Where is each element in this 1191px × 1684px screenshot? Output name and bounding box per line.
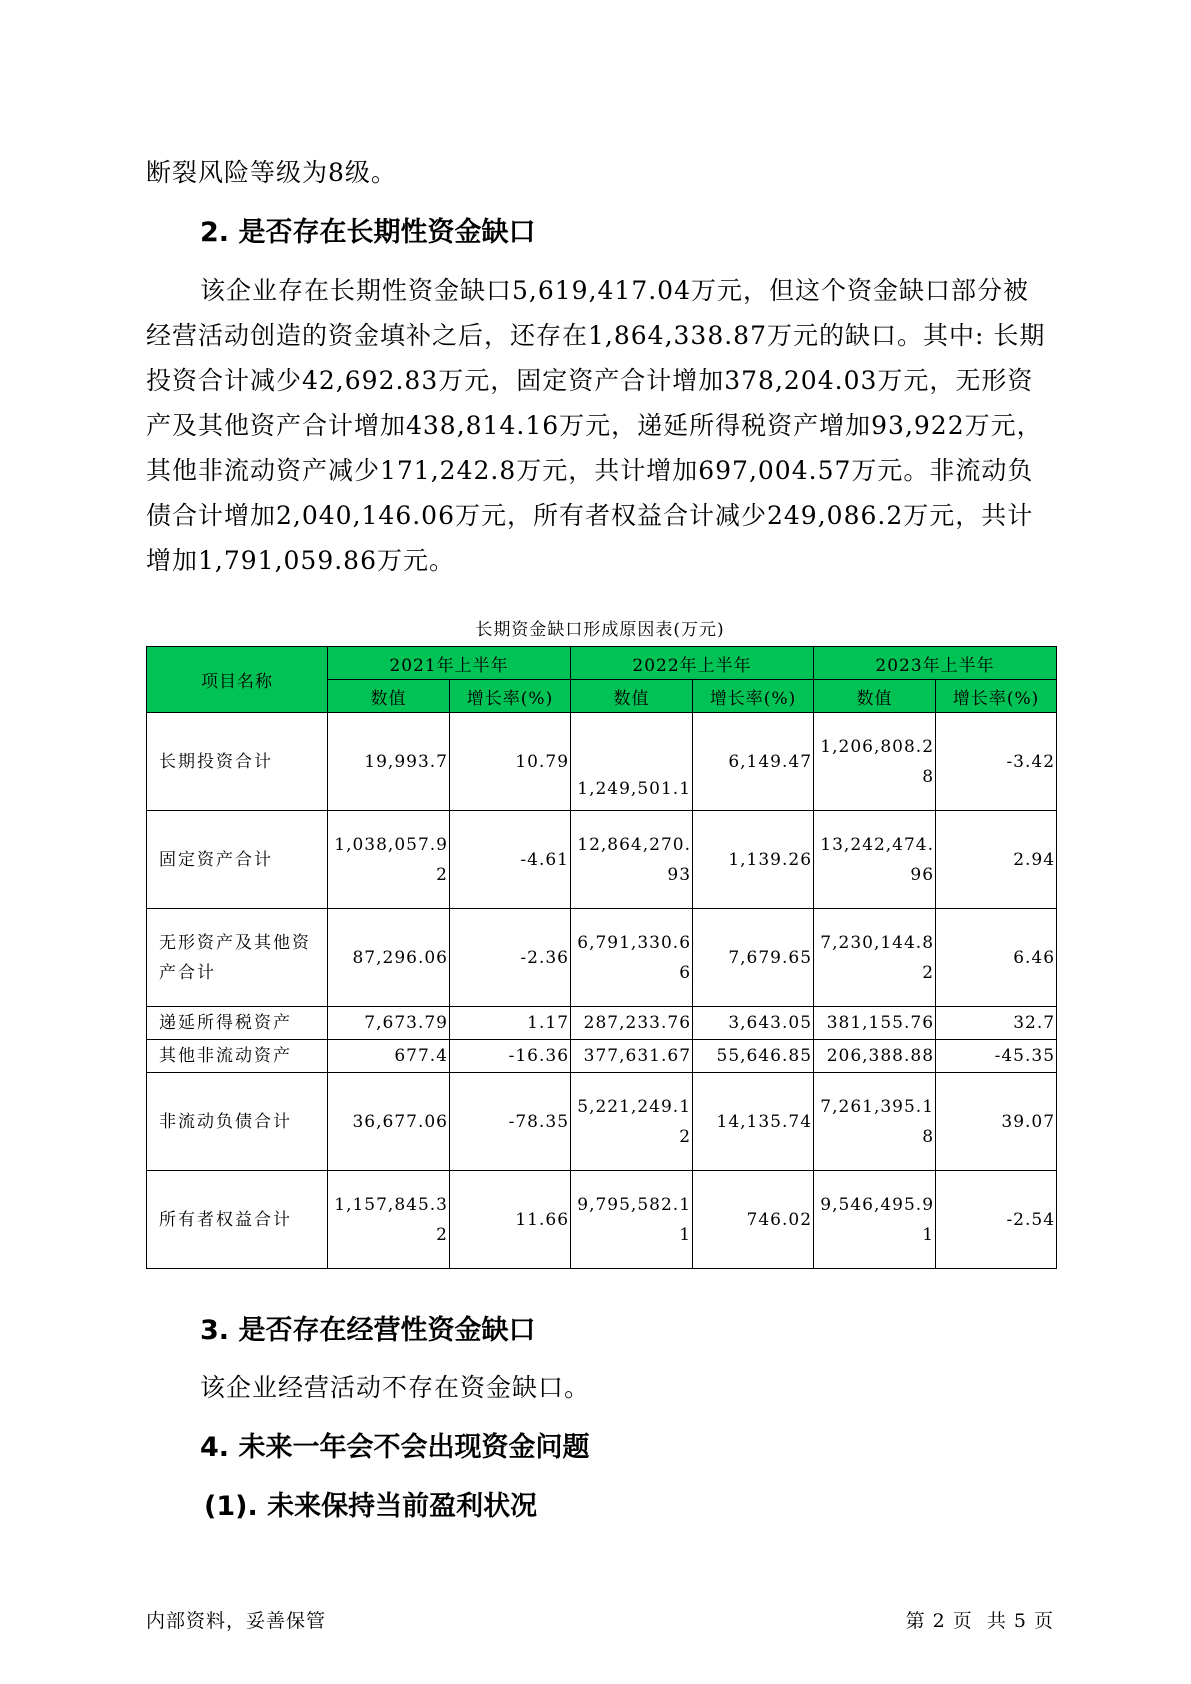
cell-growth: 3,643.05	[693, 1007, 814, 1040]
cell-value: 7,230,144.82	[814, 909, 936, 1007]
cell-value: 677.4	[328, 1040, 450, 1073]
cell-value: 1,206,808.28	[814, 713, 936, 811]
cell-value: 13,242,474.96	[814, 811, 936, 909]
cell-value: 377,631.67	[571, 1040, 693, 1073]
cell-value: 7,261,395.18	[814, 1073, 936, 1171]
table-row	[147, 1007, 1057, 1040]
cell-growth: 746.02	[693, 1171, 814, 1269]
cell-growth: 1.17	[450, 1007, 571, 1040]
section-4-title: 4. 未来一年会不会出现资金问题	[200, 1432, 590, 1463]
row-name: 非流动负债合计	[147, 1073, 328, 1171]
cell-value: 87,296.06	[328, 909, 450, 1007]
header-item-name: 项目名称	[147, 647, 328, 713]
header-growth: 增长率(%)	[693, 680, 814, 713]
cell-value: 206,388.88	[814, 1040, 936, 1073]
header-value: 数值	[571, 680, 693, 713]
cell-value: 9,546,495.91	[814, 1171, 936, 1269]
section-2-paragraph: 该企业存在长期性资金缺口5,619,417.04万元，但这个资金缺口部分被经营活动创造的资金填补之后，还存在1,864,338.87万元的缺口。其中: 长期投资合计减少42,692.83万元，固定资产合计增加378,204.03万元，无形资产及其他资产合计增加438,814.16万元，递延所得税资产增加93,922万元，其他非流动资产减少171,242.8万元，共计增加697,004.57万元。非流动负债合计增加2,040,146.06万元，所有者权益合计减少249,086.2万元，共计增加1,791,059.86万元。	[146, 276, 1046, 575]
row-name: 固定资产合计	[147, 811, 328, 909]
row-name: 其他非流动资产	[147, 1040, 328, 1073]
header-period-2022: 2022年上半年	[571, 647, 814, 680]
long-term-gap-table	[146, 646, 1057, 1269]
header-period-2021: 2021年上半年	[328, 647, 571, 680]
cell-growth: -2.54	[936, 1171, 1057, 1269]
cell-growth: -2.36	[450, 909, 571, 1007]
cell-growth: 6,149.47	[693, 713, 814, 811]
cell-value: 7,673.79	[328, 1007, 450, 1040]
cell-growth: 14,135.74	[693, 1073, 814, 1171]
header-value: 数值	[814, 680, 936, 713]
cell-value: 5,221,249.12	[571, 1073, 693, 1171]
cell-value: 1,249,501.1	[571, 713, 693, 811]
cell-value: 381,155.76	[814, 1007, 936, 1040]
cell-growth: 11.66	[450, 1171, 571, 1269]
header-growth: 增长率(%)	[450, 680, 571, 713]
table-row	[147, 1073, 1057, 1171]
cell-value: 9,795,582.11	[571, 1171, 693, 1269]
section-3-title: 3. 是否存在经营性资金缺口	[200, 1315, 536, 1346]
cell-growth: -16.36	[450, 1040, 571, 1073]
cell-value: 1,157,845.32	[328, 1171, 450, 1269]
row-name: 所有者权益合计	[147, 1171, 328, 1269]
cell-value: 36,677.06	[328, 1073, 450, 1171]
cell-value: 287,233.76	[571, 1007, 693, 1040]
footer-page-number: 第 2 页 共 5 页	[905, 1610, 1054, 1632]
section-4-sub-title: (1). 未来保持当前盈利状况	[204, 1491, 538, 1522]
section-3-paragraph: 该企业经营活动不存在资金缺口。	[200, 1373, 591, 1402]
table-row	[147, 1040, 1057, 1073]
cell-growth: -45.35	[936, 1040, 1057, 1073]
cell-growth: 6.46	[936, 909, 1057, 1007]
cell-growth: 39.07	[936, 1073, 1057, 1171]
section-2-title: 2. 是否存在长期性资金缺口	[200, 217, 536, 248]
row-name: 无形资产及其他资产合计	[147, 909, 328, 1007]
table-row	[147, 713, 1057, 811]
intro-line: 断裂风险等级为8级。	[146, 158, 397, 187]
header-value: 数值	[328, 680, 450, 713]
cell-growth: -3.42	[936, 713, 1057, 811]
cell-growth: -78.35	[450, 1073, 571, 1171]
cell-value: 6,791,330.66	[571, 909, 693, 1007]
cell-growth: 32.7	[936, 1007, 1057, 1040]
cell-growth: 55,646.85	[693, 1040, 814, 1073]
row-name: 递延所得税资产	[147, 1007, 328, 1040]
cell-value: 1,038,057.92	[328, 811, 450, 909]
table-row	[147, 811, 1057, 909]
header-growth: 增长率(%)	[936, 680, 1057, 713]
table-caption: 长期资金缺口形成原因表(万元)	[475, 620, 725, 640]
table-row	[147, 1171, 1057, 1269]
cell-growth: 1,139.26	[693, 811, 814, 909]
cell-growth: 2.94	[936, 811, 1057, 909]
cell-growth: -4.61	[450, 811, 571, 909]
footer-left-note: 内部资料，妥善保管	[146, 1610, 327, 1632]
cell-value: 19,993.7	[328, 713, 450, 811]
row-name: 长期投资合计	[147, 713, 328, 811]
header-period-2023: 2023年上半年	[814, 647, 1057, 680]
cell-growth: 7,679.65	[693, 909, 814, 1007]
cell-value: 12,864,270.93	[571, 811, 693, 909]
cell-growth: 10.79	[450, 713, 571, 811]
table-row	[147, 909, 1057, 1007]
